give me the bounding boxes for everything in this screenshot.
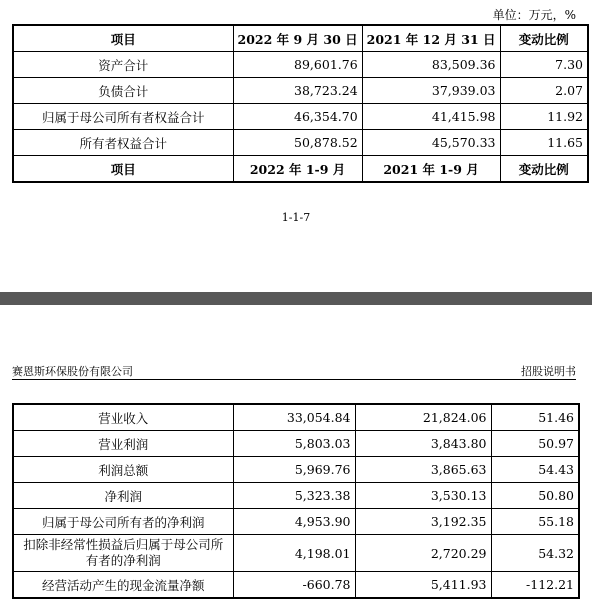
document-title: 招股说明书 xyxy=(521,365,576,378)
value-change: 54.43 xyxy=(491,457,579,483)
table-row xyxy=(13,431,579,457)
value-change: 11.65 xyxy=(500,130,588,156)
running-header xyxy=(12,363,576,380)
table-row xyxy=(13,52,588,78)
table-row xyxy=(13,104,588,130)
value-2021: 5,411.93 xyxy=(355,572,491,599)
header-period-2021: 2021 年 1-9 月 xyxy=(362,156,500,183)
value-2021: 3,843.80 xyxy=(355,431,491,457)
row-label: 经营活动产生的现金流量净额 xyxy=(13,572,233,599)
value-change: 2.07 xyxy=(500,78,588,104)
value-2022: -660.78 xyxy=(233,572,355,599)
row-label: 归属于母公司所有者权益合计 xyxy=(13,104,233,130)
value-2021: 37,939.03 xyxy=(362,78,500,104)
header-date-2022: 2022 年 9 月 30 日 xyxy=(233,25,362,52)
row-label: 所有者权益合计 xyxy=(13,130,233,156)
row-label: 利润总额 xyxy=(13,457,233,483)
row-label: 资产合计 xyxy=(13,52,233,78)
table-row xyxy=(13,457,579,483)
page-separator xyxy=(0,292,592,305)
table-row xyxy=(13,130,588,156)
header-change: 变动比例 xyxy=(500,156,588,183)
value-2022: 5,323.38 xyxy=(233,483,355,509)
header-item: 项目 xyxy=(13,25,233,52)
table-row xyxy=(13,572,579,599)
header-row-income xyxy=(13,156,588,183)
value-2021: 83,509.36 xyxy=(362,52,500,78)
value-2021: 3,865.63 xyxy=(355,457,491,483)
value-2021: 21,824.06 xyxy=(355,404,491,431)
value-2021: 45,570.33 xyxy=(362,130,500,156)
row-label: 归属于母公司所有者的净利润 xyxy=(13,509,233,535)
table-row xyxy=(13,483,579,509)
row-label: 营业收入 xyxy=(13,404,233,431)
value-2022: 5,803.03 xyxy=(233,431,355,457)
header-change: 变动比例 xyxy=(500,25,588,52)
header-item: 项目 xyxy=(13,156,233,183)
value-change: 51.46 xyxy=(491,404,579,431)
value-2022: 5,969.76 xyxy=(233,457,355,483)
value-2021: 41,415.98 xyxy=(362,104,500,130)
page-upper xyxy=(0,0,592,292)
table-row xyxy=(13,509,579,535)
value-2022: 89,601.76 xyxy=(233,52,362,78)
table-row xyxy=(13,535,579,572)
value-2021: 2,720.29 xyxy=(355,535,491,572)
row-label: 负债合计 xyxy=(13,78,233,104)
value-2022: 33,054.84 xyxy=(233,404,355,431)
value-change: 55.18 xyxy=(491,509,579,535)
financial-summary-table-bottom xyxy=(12,403,580,599)
value-2022: 50,878.52 xyxy=(233,130,362,156)
value-change: -112.21 xyxy=(491,572,579,599)
value-2022: 4,198.01 xyxy=(233,535,355,572)
financial-summary-table-top xyxy=(12,24,589,183)
value-2021: 3,530.13 xyxy=(355,483,491,509)
row-label: 扣除非经常性损益后归属于母公司所有者的净利润 xyxy=(13,535,233,572)
company-name: 赛恩斯环保股份有限公司 xyxy=(12,365,133,378)
value-change: 50.80 xyxy=(491,483,579,509)
value-change: 7.30 xyxy=(500,52,588,78)
header-period-2022: 2022 年 1-9 月 xyxy=(233,156,362,183)
value-2022: 38,723.24 xyxy=(233,78,362,104)
value-2022: 4,953.90 xyxy=(233,509,355,535)
row-label: 净利润 xyxy=(13,483,233,509)
header-date-2021: 2021 年 12 月 31 日 xyxy=(362,25,500,52)
table-row xyxy=(13,404,579,431)
value-2022: 46,354.70 xyxy=(233,104,362,130)
header-row-balance xyxy=(13,25,588,52)
value-change: 11.92 xyxy=(500,104,588,130)
row-label: 营业利润 xyxy=(13,431,233,457)
page-number: 1-1-7 xyxy=(281,211,311,224)
value-change: 50.97 xyxy=(491,431,579,457)
table-row xyxy=(13,78,588,104)
unit-note: 单位：万元，% xyxy=(492,8,576,22)
value-2021: 3,192.35 xyxy=(355,509,491,535)
value-change: 54.32 xyxy=(491,535,579,572)
